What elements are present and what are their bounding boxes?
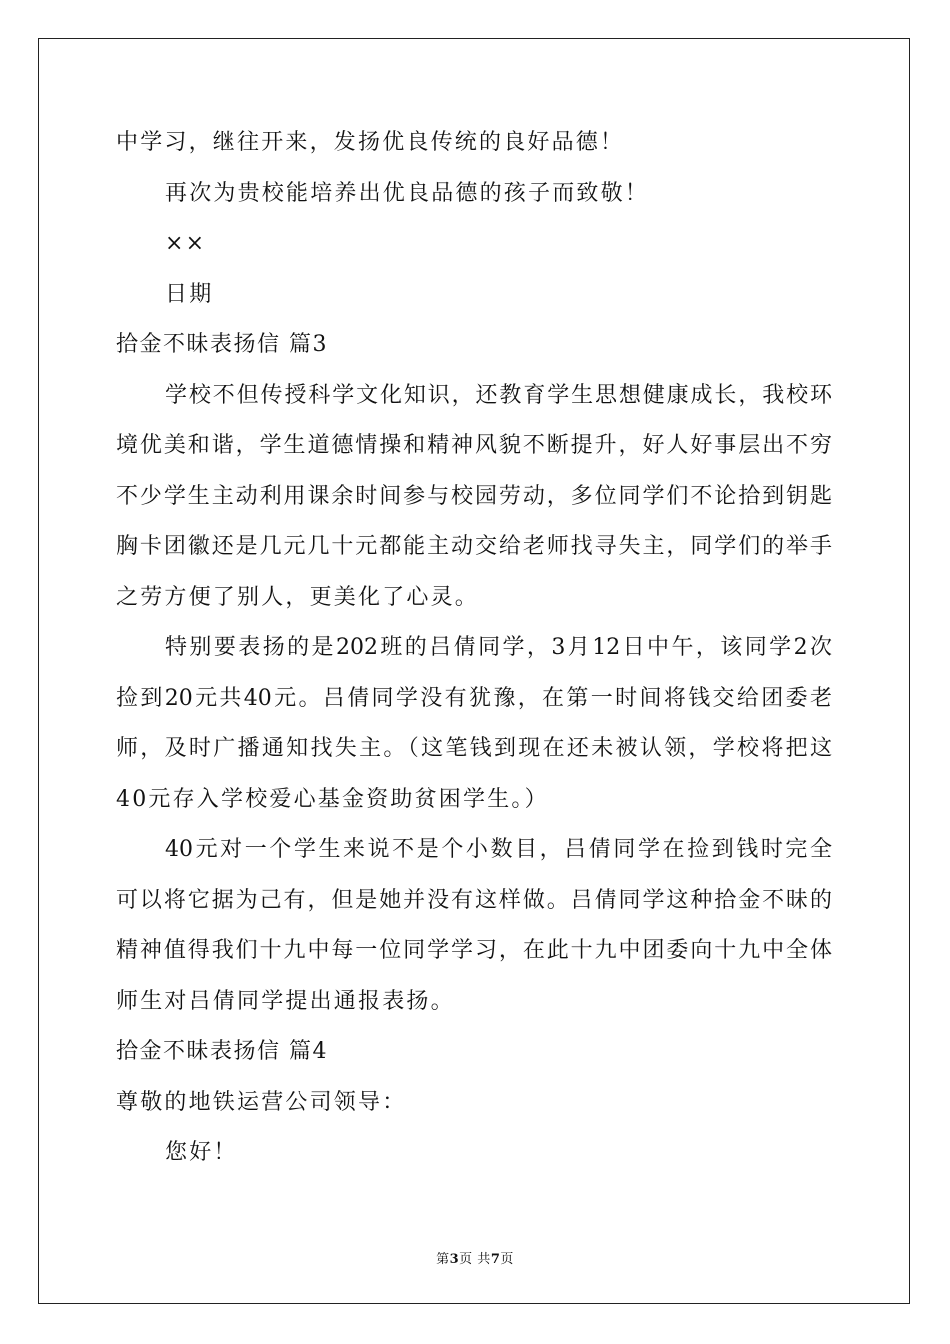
footer-suffix: 页: [500, 1252, 514, 1267]
footer-prefix: 第: [436, 1252, 450, 1267]
footer-page-number: 3: [449, 1252, 460, 1267]
footer-total-pages: 7: [490, 1252, 501, 1267]
text-line: 师，及时广播通知找失主。（这笔钱到现在还未被认领，学校将把这: [116, 736, 832, 761]
text-line: 再次为贵校能培养出优良品德的孩子而致敬！: [165, 180, 650, 206]
section-heading: 拾金不昧表扬信 篇3: [116, 332, 328, 357]
text-line: 40元对一个学生来说不是个小数目，吕倩同学在捡到钱时完全: [165, 837, 832, 862]
text-line: 尊敬的地铁运营公司领导：: [116, 1089, 407, 1115]
text-line: 您好！: [165, 1140, 238, 1165]
text-line: 不少学生主动利用课余时间参与校园劳动，多位同学们不论拾到钥匙: [116, 483, 832, 509]
text-line: 境优美和谐，学生道德情操和精神风貌不断提升，好人好事层出不穷: [116, 433, 832, 458]
text-line: ××: [165, 231, 207, 256]
text-line: 中学习，继往开来，发扬优良传统的良好品德！: [116, 130, 625, 155]
text-line: 之劳方便了别人，更美化了心灵。: [116, 584, 480, 610]
text-line: 特别要表扬的是202班的吕倩同学，3月12日中午，该同学2次: [165, 635, 832, 660]
text-line: 学校不但传授科学文化知识，还教育学生思想健康成长，我校环: [165, 382, 832, 408]
text-line: 胸卡团徽还是几元几十元都能主动交给老师找寻失主，同学们的举手: [116, 534, 832, 559]
text-line: 日期: [165, 281, 214, 307]
section-heading: 拾金不昧表扬信 篇4: [116, 1039, 328, 1064]
footer-mid: 页 共: [459, 1252, 491, 1267]
text-line: 可以将它据为己有，但是她并没有这样做。吕倩同学这种拾金不昧的: [116, 887, 832, 913]
document-body: [116, 130, 832, 1191]
text-line: 捡到20元共40元。吕倩同学没有犹豫，在第一时间将钱交给团委老: [116, 685, 832, 711]
text-line: 师生对吕倩同学提出通报表扬。: [116, 988, 455, 1014]
page-footer: [0, 1248, 950, 1267]
text-line: 精神值得我们十九中每一位同学学习，在此十九中团委向十九中全体: [116, 938, 832, 963]
text-line: 40元存入学校爱心基金资助贫困学生。）: [116, 786, 549, 812]
